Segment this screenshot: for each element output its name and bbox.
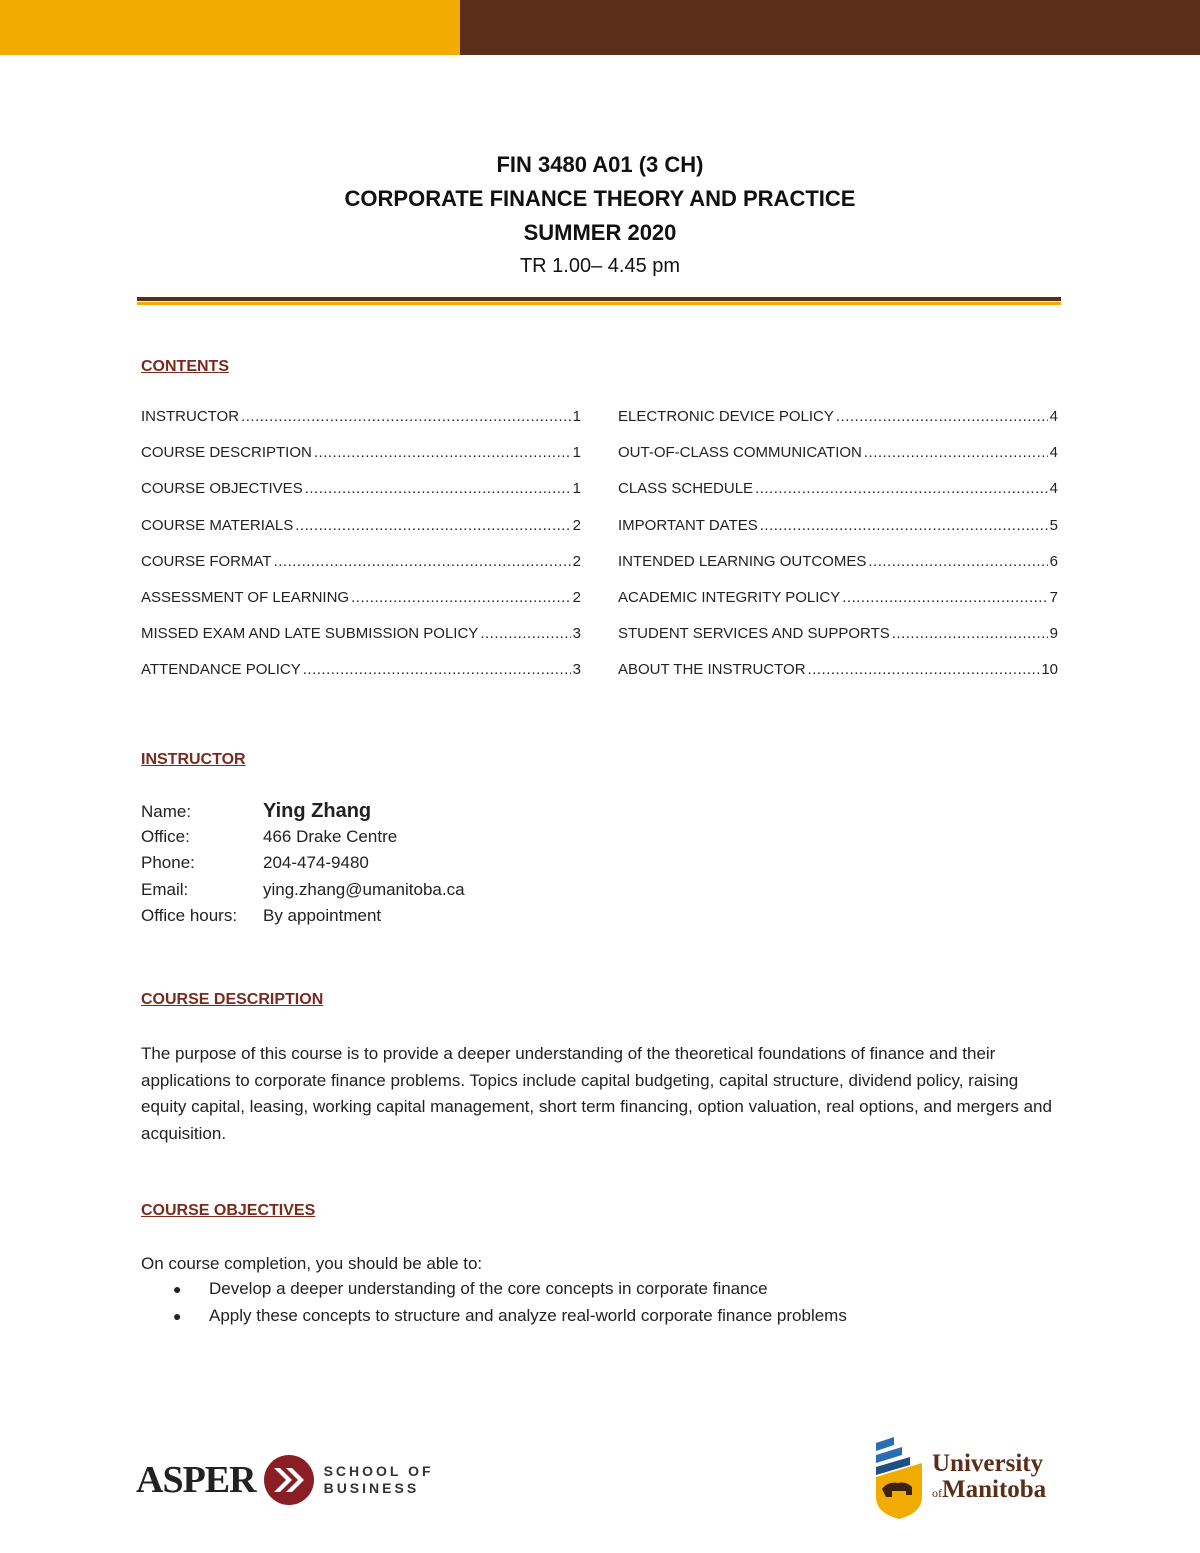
university-wordmark: [932, 1451, 1046, 1506]
toc-entry[interactable]: [618, 517, 1058, 553]
toc-label: CLASS SCHEDULE: [618, 480, 754, 498]
toc-entry[interactable]: [141, 408, 581, 444]
list-item: [141, 1306, 847, 1333]
toc-page: 1: [572, 444, 581, 462]
toc-leader: [755, 480, 1048, 497]
title-divider-brown: [137, 297, 1061, 301]
instructor-name-row: [141, 800, 465, 827]
phone-label: Phone:: [141, 853, 195, 872]
toc-page: 6: [1049, 552, 1058, 570]
instructor-email-row: [141, 880, 465, 907]
toc-page: 3: [572, 625, 581, 643]
toc-leader: [303, 661, 571, 678]
toc-leader: [760, 517, 1048, 534]
toc-leader: [836, 408, 1048, 425]
toc-page: 2: [572, 516, 581, 534]
toc-leader: [351, 589, 571, 606]
instructor-office-row: [141, 827, 465, 854]
instructor-phone-row: [141, 853, 465, 880]
course-title-block: [0, 148, 1200, 282]
toc-label: IMPORTANT DATES: [618, 516, 758, 534]
toc-label: INSTRUCTOR: [141, 408, 240, 425]
course-description-heading: COURSE DESCRIPTION: [141, 991, 324, 1008]
toc-label: INTENDED LEARNING OUTCOMES: [618, 552, 867, 570]
toc-leader: [314, 444, 571, 461]
instructor-heading: INSTRUCTOR: [141, 751, 246, 768]
toc-label: ATTENDANCE POLICY: [141, 661, 301, 679]
toc-page: 4: [1049, 408, 1058, 425]
toc-page: 7: [1049, 588, 1058, 606]
office-label: Office:: [141, 826, 190, 846]
toc-leader: [864, 444, 1048, 461]
toc-entry[interactable]: [618, 444, 1058, 480]
toc-entry[interactable]: [141, 480, 581, 516]
toc-label: ABOUT THE INSTRUCTOR: [618, 661, 806, 679]
instructor-phone: 204-474-9480: [263, 853, 369, 872]
toc-label: COURSE DESCRIPTION: [141, 444, 312, 462]
toc-leader: [241, 408, 571, 425]
objective-text: Apply these concepts to structure and analyze real-world corporate finance problems: [209, 1306, 847, 1325]
objective-text: Develop a deeper understanding of the core concepts in corporate finance: [209, 1279, 768, 1298]
toc-page: 1: [572, 480, 581, 498]
toc-entry[interactable]: [618, 589, 1058, 625]
toc-page: 4: [1049, 444, 1058, 462]
course-code: FIN 3480 A01 (3 CH): [496, 152, 704, 177]
toc-label: OUT-OF-CLASS COMMUNICATION: [618, 444, 862, 462]
toc-entry[interactable]: [618, 553, 1058, 589]
course-description-text: The purpose of this course is to provide a deeper understanding of the theoretical foundations of finance and their applications to corporate finance problems. Topics include capital budgeting, capital structure, dividend policy, raising equity capital, leasing, working capital management, short term financing, option valuation, real options, and mergers and acquisition.: [141, 1044, 1052, 1143]
toc-page: 4: [1049, 480, 1058, 498]
toc-entry[interactable]: [141, 589, 581, 625]
university-manitoba: Manitoba: [942, 1475, 1047, 1503]
toc-label: COURSE OBJECTIVES: [141, 480, 303, 498]
toc-page: 2: [572, 552, 581, 570]
toc-label: ACADEMIC INTEGRITY POLICY: [618, 588, 841, 606]
objectives-list: [141, 1279, 847, 1333]
toc-label: STUDENT SERVICES AND SUPPORTS: [618, 625, 890, 643]
university-line-2: [932, 1477, 1046, 1506]
toc-page: 1: [572, 408, 581, 425]
hours-label: Office hours:: [141, 906, 238, 925]
toc-entry[interactable]: [141, 661, 581, 697]
toc-left-column: [141, 408, 581, 698]
toc-label: MISSED EXAM AND LATE SUBMISSION POLICY: [141, 625, 479, 643]
asper-line-1: SCHOOL OF: [323, 1463, 434, 1479]
toc-leader: [305, 480, 571, 497]
name-label: Name:: [141, 802, 192, 821]
university-of-manitoba-logo: [872, 1437, 1046, 1519]
header-gold-band: [0, 0, 460, 55]
toc-leader: [274, 553, 571, 570]
instructor-hours: By appointment: [263, 906, 382, 925]
toc-leader: [868, 553, 1047, 570]
header-brown-band: [460, 0, 1200, 55]
instructor-name: Ying Zhang: [263, 800, 372, 822]
email-label: Email:: [141, 879, 189, 899]
toc-leader: [480, 625, 570, 642]
toc-entry[interactable]: [618, 408, 1058, 444]
course-schedule: TR 1.00– 4.45 pm: [519, 255, 681, 277]
asper-school-text: [324, 1463, 434, 1497]
bullet-icon: ●: [173, 1308, 182, 1324]
toc-page: 9: [1049, 625, 1058, 643]
toc-leader: [808, 661, 1040, 678]
university-crest-icon: [872, 1437, 926, 1519]
contents-heading: CONTENTS: [141, 358, 229, 375]
toc-leader: [295, 517, 570, 534]
list-item: [141, 1279, 847, 1306]
toc-page: 3: [572, 661, 581, 679]
instructor-hours-row: [141, 906, 465, 933]
toc-entry[interactable]: [141, 553, 581, 589]
asper-logo: [136, 1452, 434, 1508]
toc-page: 10: [1041, 661, 1058, 679]
toc-right-column: [618, 408, 1058, 698]
toc-entry[interactable]: [618, 661, 1058, 697]
university-line-1: University: [932, 1449, 1044, 1477]
university-of: of: [932, 1485, 942, 1500]
toc-label: ASSESSMENT OF LEARNING: [141, 588, 350, 606]
toc-label: COURSE FORMAT: [141, 552, 272, 570]
course-name: CORPORATE FINANCE THEORY AND PRACTICE: [344, 186, 856, 211]
toc-label: ELECTRONIC DEVICE POLICY: [618, 408, 834, 425]
toc-entry[interactable]: [618, 625, 1058, 661]
toc-entry[interactable]: [618, 480, 1058, 516]
asper-chevron-icon: [260, 1453, 318, 1507]
toc-entry[interactable]: [141, 625, 581, 661]
toc-leader: [892, 625, 1048, 642]
title-divider-gold: [137, 302, 1061, 305]
toc-leader: [842, 589, 1047, 606]
header-color-bar: [0, 0, 1200, 55]
instructor-info: [141, 800, 465, 933]
instructor-office: 466 Drake Centre: [263, 826, 398, 846]
toc-label: COURSE MATERIALS: [141, 516, 294, 534]
asper-line-2: BUSINESS: [323, 1480, 420, 1496]
toc-entry[interactable]: [141, 444, 581, 480]
toc-page: 5: [1049, 516, 1058, 534]
toc-page: 2: [572, 588, 581, 606]
asper-wordmark: ASPER: [136, 1459, 256, 1501]
objectives-intro: On course completion, you should be able to:: [141, 1254, 483, 1273]
course-objectives-heading: COURSE OBJECTIVES: [141, 1202, 316, 1219]
course-term: SUMMER 2020: [523, 220, 677, 245]
bullet-icon: ●: [173, 1281, 182, 1297]
toc-entry[interactable]: [141, 517, 581, 553]
instructor-email[interactable]: ying.zhang@umanitoba.ca: [263, 879, 465, 899]
